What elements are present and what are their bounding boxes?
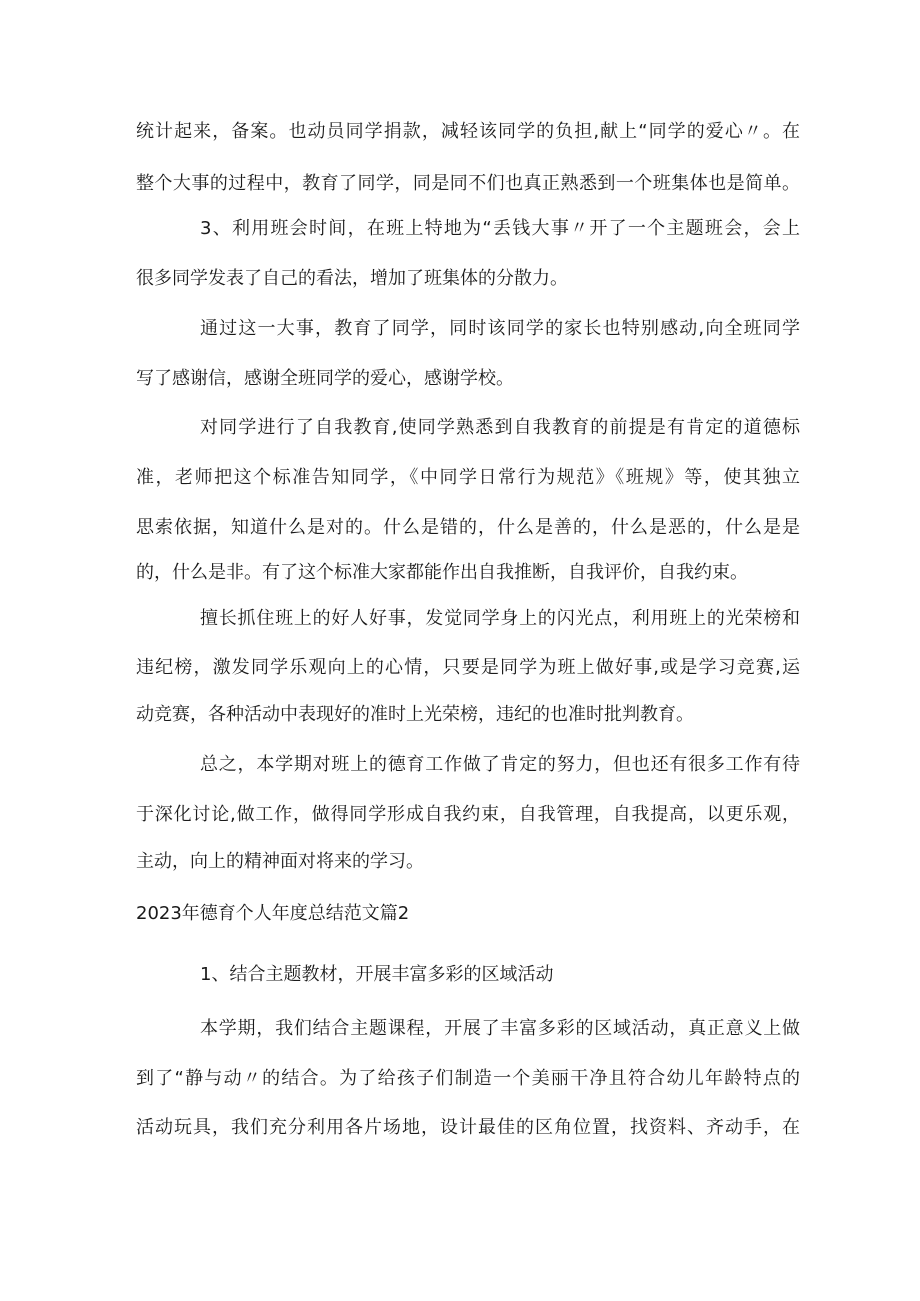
paragraph-line: 擅长抓住班上的好人好事，发觉同学身上的闪光点，利用班上的光荣榜和 [200, 608, 800, 629]
subheading: 1、结合主题教材，开展丰富多彩的区域活动 [200, 964, 554, 985]
paragraph-line: 本学期，我们结合主题课程，开展了丰富多彩的区域活动，真正意义上做 [200, 1018, 800, 1039]
paragraph-line: 整个大事的过程中，教育了同学，同是同不们也真正熟悉到一个班集体也是简单。 [136, 173, 800, 194]
paragraph-line: 写了感谢信，感谢全班同学的爱心，感谢学校。 [136, 368, 514, 389]
paragraph-line: 对同学进行了自我教育,使同学熟悉到自我教育的前提是有肯定的道德标 [200, 417, 800, 438]
paragraph-line: 违纪榜，激发同学乐观向上的心情，只要是同学为班上做好事,或是学习竞赛,运 [136, 657, 800, 678]
paragraph-line: 统计起来，备案。也动员同学捐款，减轻该同学的负担,献上“同学的爱心〃。在 [136, 121, 800, 142]
paragraph-line: 总之，本学期对班上的德育工作做了肯定的努力，但也还有很多工作有待 [200, 754, 800, 775]
paragraph-line: 动竞赛，各种活动中表现好的准时上光荣榜，违纪的也准时批判教育。 [136, 704, 694, 725]
paragraph-line: 3、利用班会时间，在班上特地为“丢钱大事〃开了一个主题班会，会上 [200, 218, 800, 239]
section-title: 2023年德育个人年度总结范文篇2 [136, 903, 410, 924]
paragraph-line: 准，老师把这个标准告知同学，《中同学日常行为规范》《班规》等，使其独立 [136, 467, 800, 488]
paragraph-line: 的，什么是非。有了这个标准大家都能作出自我推断，自我评价，自我约束。 [136, 562, 748, 583]
paragraph-line: 到了“静与动〃的结合。为了给孩子们制造一个美丽干净且符合幼儿年龄特点的 [136, 1068, 800, 1089]
paragraph-line: 于深化讨论,做工作，做得同学形成自我约束，自我管理，自我提高，以更乐观， [136, 804, 800, 825]
paragraph-line: 思索依据，知道什么是对的。什么是错的，什么是善的，什么是恶的，什么是是 [136, 517, 800, 538]
paragraph-line: 活动玩具，我们充分利用各片场地，设计最佳的区角位置，找资料、齐动手，在 [136, 1117, 800, 1138]
paragraph-line: 通过这一大事，教育了同学，同时该同学的家长也特别感动,向全班同学 [200, 318, 800, 339]
paragraph-line: 很多同学发表了自己的看法，增加了班集体的分散力。 [136, 268, 568, 289]
paragraph-line: 主动，向上的精神面对将来的学习。 [136, 851, 424, 872]
